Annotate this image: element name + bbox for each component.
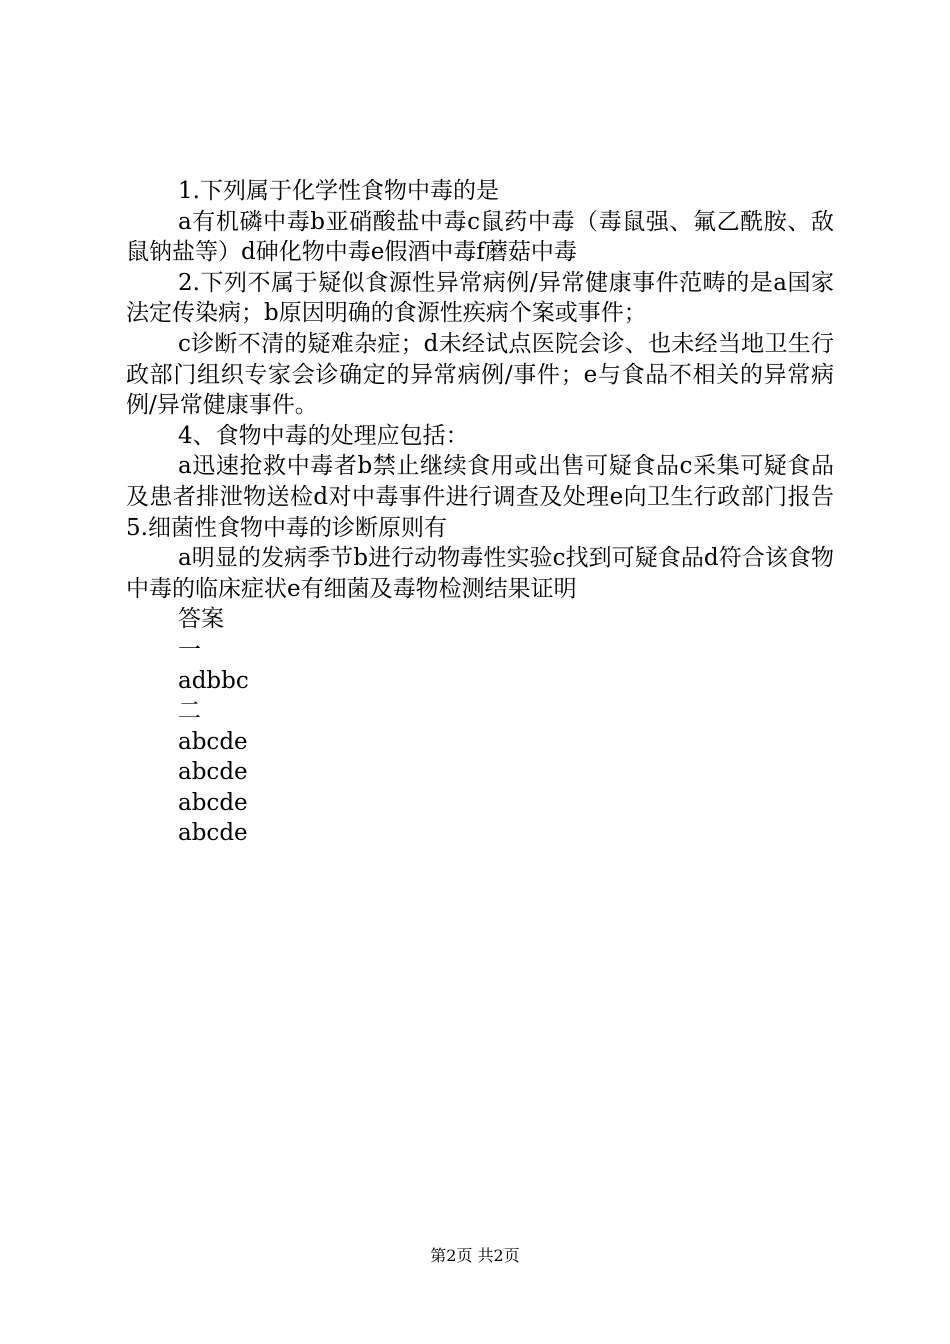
question-4-options: a迅速抢救中毒者b禁止继续食用或出售可疑食品c采集可疑食品及患者排泄物送检d对中毒事件进行调查及处理e向卫生行政部门报告5.细菌性食物中毒的诊断原则有 xyxy=(126,453,834,541)
document-body xyxy=(126,176,834,849)
question-2-title: 2.下列不属于疑似食源性异常病例/异常健康事件范畴的是a国家法定传染病；b原因明确的食源性疾病个案或事件； xyxy=(126,269,834,327)
question-4-title: 4、食物中毒的处理应包括： xyxy=(178,422,469,449)
answers-section-two-value: abcde xyxy=(178,789,248,816)
question-1-title: 1.下列属于化学性食物中毒的是 xyxy=(178,178,499,204)
answers-section-two-value: abcde xyxy=(178,820,248,847)
answers-heading: 答案 xyxy=(178,606,224,633)
answers-section-two-value: abcde xyxy=(178,759,248,786)
question-1-options: a有机磷中毒b亚硝酸盐中毒c鼠药中毒（毒鼠强、氟乙酰胺、敌鼠钠盐等）d砷化物中毒e假酒中毒f蘑菇中毒 xyxy=(126,208,834,266)
answers-section-two-value: abcde xyxy=(178,728,248,755)
answers-section-one-label: 一 xyxy=(178,636,201,663)
question-2-options: c诊断不清的疑难杂症；d未经试点医院会诊、也未经当地卫生行政部门组织专家会诊确定的异常病例/事件；e与食品不相关的异常病例/异常健康事件。 xyxy=(126,330,834,419)
page-footer: 第2页 共2页 xyxy=(430,1246,520,1265)
question-5-options: a明显的发病季节b进行动物毒性实验c找到可疑食品d符合该食物中毒的临床症状e有细菌及毒物检测结果证明 xyxy=(126,545,834,602)
answers-section-one-value: adbbc xyxy=(178,667,249,694)
answers-section-two-label: 二 xyxy=(178,698,201,725)
